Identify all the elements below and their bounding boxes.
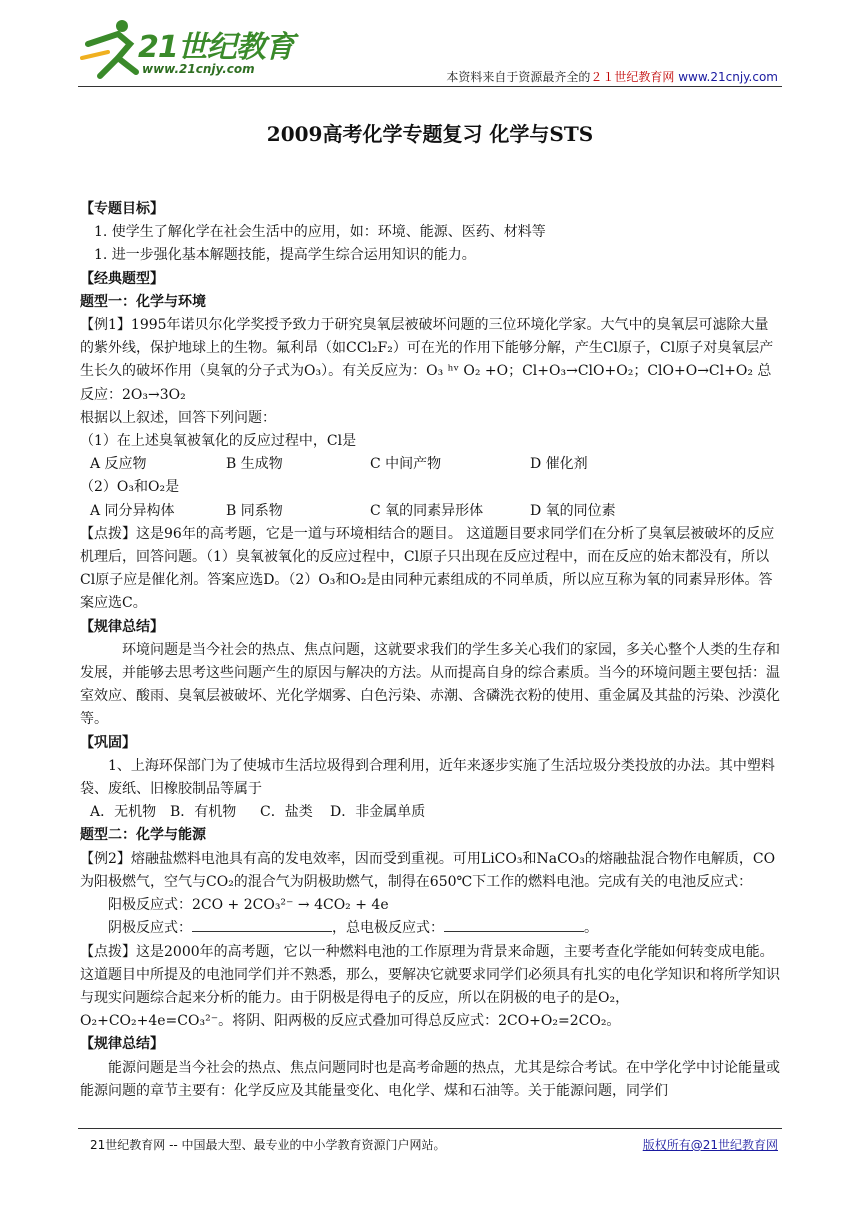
- header-note-url[interactable]: www.21cnjy.com: [678, 70, 778, 84]
- total-blank[interactable]: [444, 917, 584, 932]
- option: A 反应物: [90, 456, 147, 473]
- fill-blank-line: [80, 917, 780, 940]
- header-note: [446, 68, 778, 85]
- logo-text: 21世纪教育: [138, 30, 294, 65]
- cathode-blank[interactable]: [192, 917, 332, 932]
- option: D 氧的同位素: [530, 502, 616, 519]
- logo-url: www.21cnjy.com: [142, 62, 255, 76]
- exercise-paragraph: 1、上海环保部门为了使城市生活垃圾得到合理利用，近年来逐步实施了生活垃圾分类投放的办法。其中塑料袋、废纸、旧橡胶制品等属于: [80, 757, 775, 798]
- section-heading: 【规律总结】: [80, 1036, 164, 1053]
- section-heading: 【规律总结】: [80, 618, 164, 635]
- equation-line: 阳极反应式：2CO + 2CO₃²⁻ → 4CO₂ + 4e: [108, 897, 389, 914]
- option: C 中间产物: [370, 456, 442, 473]
- options-row: [80, 453, 780, 476]
- options-row: [80, 500, 780, 523]
- section-heading: 【巩固】: [80, 734, 136, 751]
- document-body: [80, 198, 780, 1103]
- option: C．盐类: [260, 804, 313, 821]
- section-heading: 【经典题型】: [80, 270, 164, 287]
- paragraph: 能源问题是当今社会的热点、焦点问题同时也是高考命题的热点，尤其是综合考试。在中学化学中讨论能量或能源问题的章节主要有：化学反应及其能量变化、电化学、煤和石油等。关于能源问题，同学们: [80, 1059, 780, 1099]
- option: D．非金属单质: [330, 804, 426, 821]
- header-note-prefix: 本资料来自于资源最齐全的: [446, 70, 591, 84]
- subsection-heading: 题型一：化学与环境: [80, 293, 206, 310]
- footer-divider: [78, 1128, 782, 1129]
- option: B．有机物: [170, 804, 237, 821]
- document-title: 2009高考化学专题复习 化学与STS: [266, 122, 594, 146]
- subsection-heading: 题型二：化学与能源: [80, 827, 206, 844]
- example-paragraph: 【例1】1995年诺贝尔化学奖授予致力于研究臭氧层被破坏问题的三位环境化学家。大气中的臭氧层可滤除大量的紫外线，保护地球上的生物。氟利昂（如CCl₂F₂）可在光的作用下能够分解，产生Cl原子，Cl原子对臭氧层产生长久的破坏作用（臭氧的分子式为O₃）。有关反应为：O₃ ʰᵛ O₂ +O；Cl+O₃→ClO+O₂；ClO+O→Cl+O₂ 总反应：2O₃→3O₂: [80, 317, 774, 403]
- period: 。: [584, 920, 598, 937]
- paragraph: 1. 进一步强化基本解题技能，提高学生综合运用知识的能力。: [94, 247, 476, 264]
- page-footer: [78, 1128, 782, 1152]
- header-divider: [78, 86, 782, 87]
- option: B 同系物: [226, 502, 283, 519]
- cathode-label: 阴极反应式：: [108, 920, 192, 937]
- option: D 催化剂: [530, 456, 588, 473]
- footer-text: 21世纪教育网 -- 中国最大型、最专业的中小学教育资源门户网站。: [90, 1138, 446, 1152]
- option: A．无机物: [90, 804, 157, 821]
- copyright-link[interactable]: 版权所有@21世纪教育网: [642, 1138, 778, 1152]
- paragraph: 根据以上叙述，回答下列问题：: [80, 409, 276, 426]
- option: A 同分异构体: [90, 502, 175, 519]
- options-row: [80, 801, 780, 824]
- question: （2）O₃和O₂是: [80, 479, 180, 496]
- section-heading: 【专题目标】: [80, 201, 164, 217]
- hint-paragraph: 【点拨】这是96年的高考题，它是一道与环境相结合的题目。 这道题目要求同学们在分析了臭氧层被破坏的反应机理后，回答问题。（1）臭氧被氧化的反应过程中，Cl原子只出现在反应过程中，而在反应的始末都没有，所以Cl原子应是催化剂。答案应选D。（2）O₃和O₂是由同种元素组成的不同单质，所以应互称为氧的同素异形体。答案应选C。: [80, 525, 775, 612]
- page-header: [78, 14, 782, 88]
- hint-paragraph: 【点拨】这是2000年的高考题，它以一种燃料电池的工作原理为背景来命题，主要考查化学能如何转变成电能。这道题目中所提及的电池同学们并不熟悉，那么，要解决它就要求同学们必须具有扎实的电化学知识和将所学知识与现实问题综合起来分析的能力。由于阴极是得电子的反应，所以在阴极的电子的是O₂，O₂+CO₂+4e=CO₃²⁻。将阴、阳两极的反应式叠加可得总反应式：2CO+O₂=2CO₂。: [80, 943, 780, 1030]
- header-note-brand: ２１世纪教育网: [590, 70, 675, 84]
- site-logo[interactable]: [78, 14, 298, 84]
- option: C 氧的同素异形体: [370, 502, 484, 519]
- paragraph: 环境问题是当今社会的热点、焦点问题，这就要求我们的学生多关心我们的家园，多关心整个人类的生存和发展，并能够去思考这些问题产生的原因与解决的方法。从而提高自身的综合素质。当今的环境问题主要包括：温室效应、酸雨、臭氧层被破坏、光化学烟雾、白色污染、赤潮、含磷洗衣粉的使用、重金属及其盐的污染、沙漠化等。: [80, 641, 780, 728]
- example-paragraph: 【例2】熔融盐燃料电池具有高的发电效率，因而受到重视。可用LiCO₃和NaCO₃的熔融盐混合物作电解质，CO为阳极燃气，空气与CO₂的混合气为阴极助燃气，制得在650℃下工作的燃料电池。完成有关的电池反应式：: [80, 850, 776, 890]
- question: （1）在上述臭氧被氧化的反应过程中，Cl是: [80, 433, 357, 450]
- paragraph: 1. 使学生了解化学在社会生活中的应用，如：环境、能源、医药、材料等: [94, 224, 546, 241]
- total-label: ，总电极反应式：: [332, 920, 444, 937]
- option: B 生成物: [226, 456, 283, 473]
